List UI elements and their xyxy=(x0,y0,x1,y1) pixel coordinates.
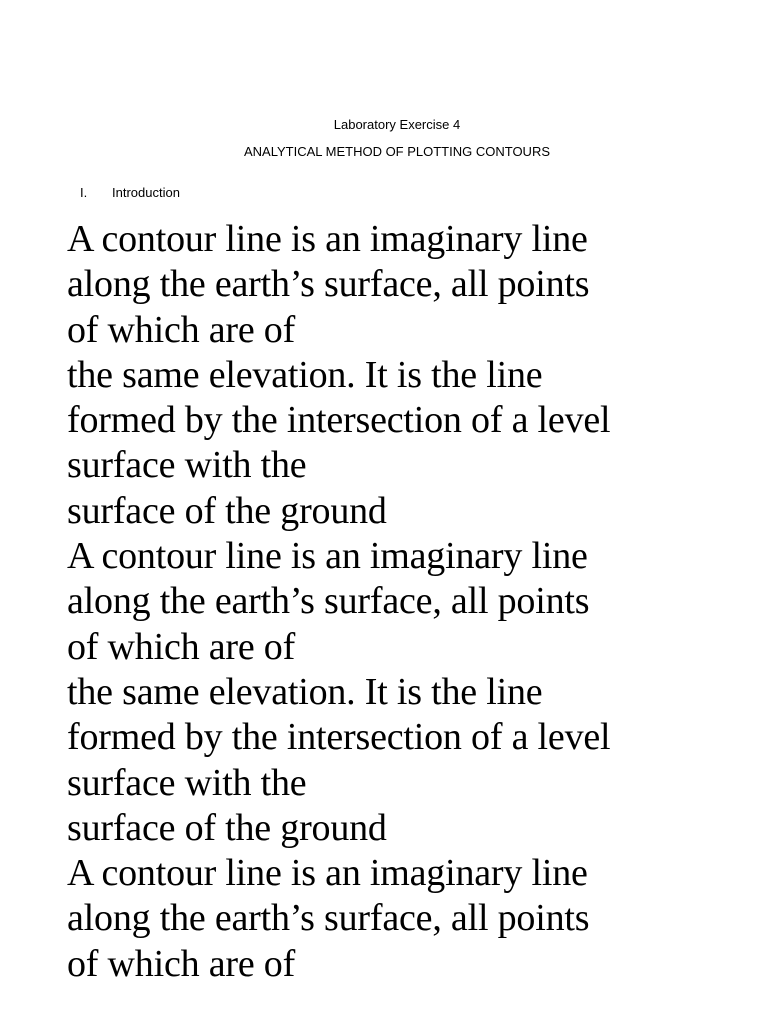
body-line: A contour line is an imaginary line xyxy=(67,852,588,895)
body-line: along the earth’s surface, all points xyxy=(67,580,590,623)
body-line: along the earth’s surface, all points xyxy=(67,897,590,940)
body-line: surface with the xyxy=(67,761,307,804)
body-line: the same elevation. It is the line xyxy=(67,670,543,713)
body-line: surface of the ground xyxy=(67,489,387,532)
body-line: of which are of xyxy=(67,942,296,985)
section-heading xyxy=(80,185,180,201)
body-line: of which are of xyxy=(67,308,296,351)
section-number: I. xyxy=(80,185,88,200)
body-line: formed by the intersection of a level xyxy=(67,399,611,442)
lab-exercise-title: Laboratory Exercise 4 xyxy=(333,117,461,132)
body-line: surface of the ground xyxy=(67,806,387,849)
body-line: A contour line is an imaginary line xyxy=(67,535,588,578)
document-title: ANALYTICAL METHOD OF PLOTTING CONTOURS xyxy=(243,144,550,159)
body-text xyxy=(67,217,767,987)
body-line: along the earth’s surface, all points xyxy=(67,263,590,306)
body-line: A contour line is an imaginary line xyxy=(67,218,588,260)
body-line: formed by the intersection of a level xyxy=(67,716,611,759)
section-title: Introduction xyxy=(112,185,180,200)
body-line: the same elevation. It is the line xyxy=(67,353,543,396)
body-line: of which are of xyxy=(67,625,296,668)
body-line: surface with the xyxy=(67,444,307,487)
